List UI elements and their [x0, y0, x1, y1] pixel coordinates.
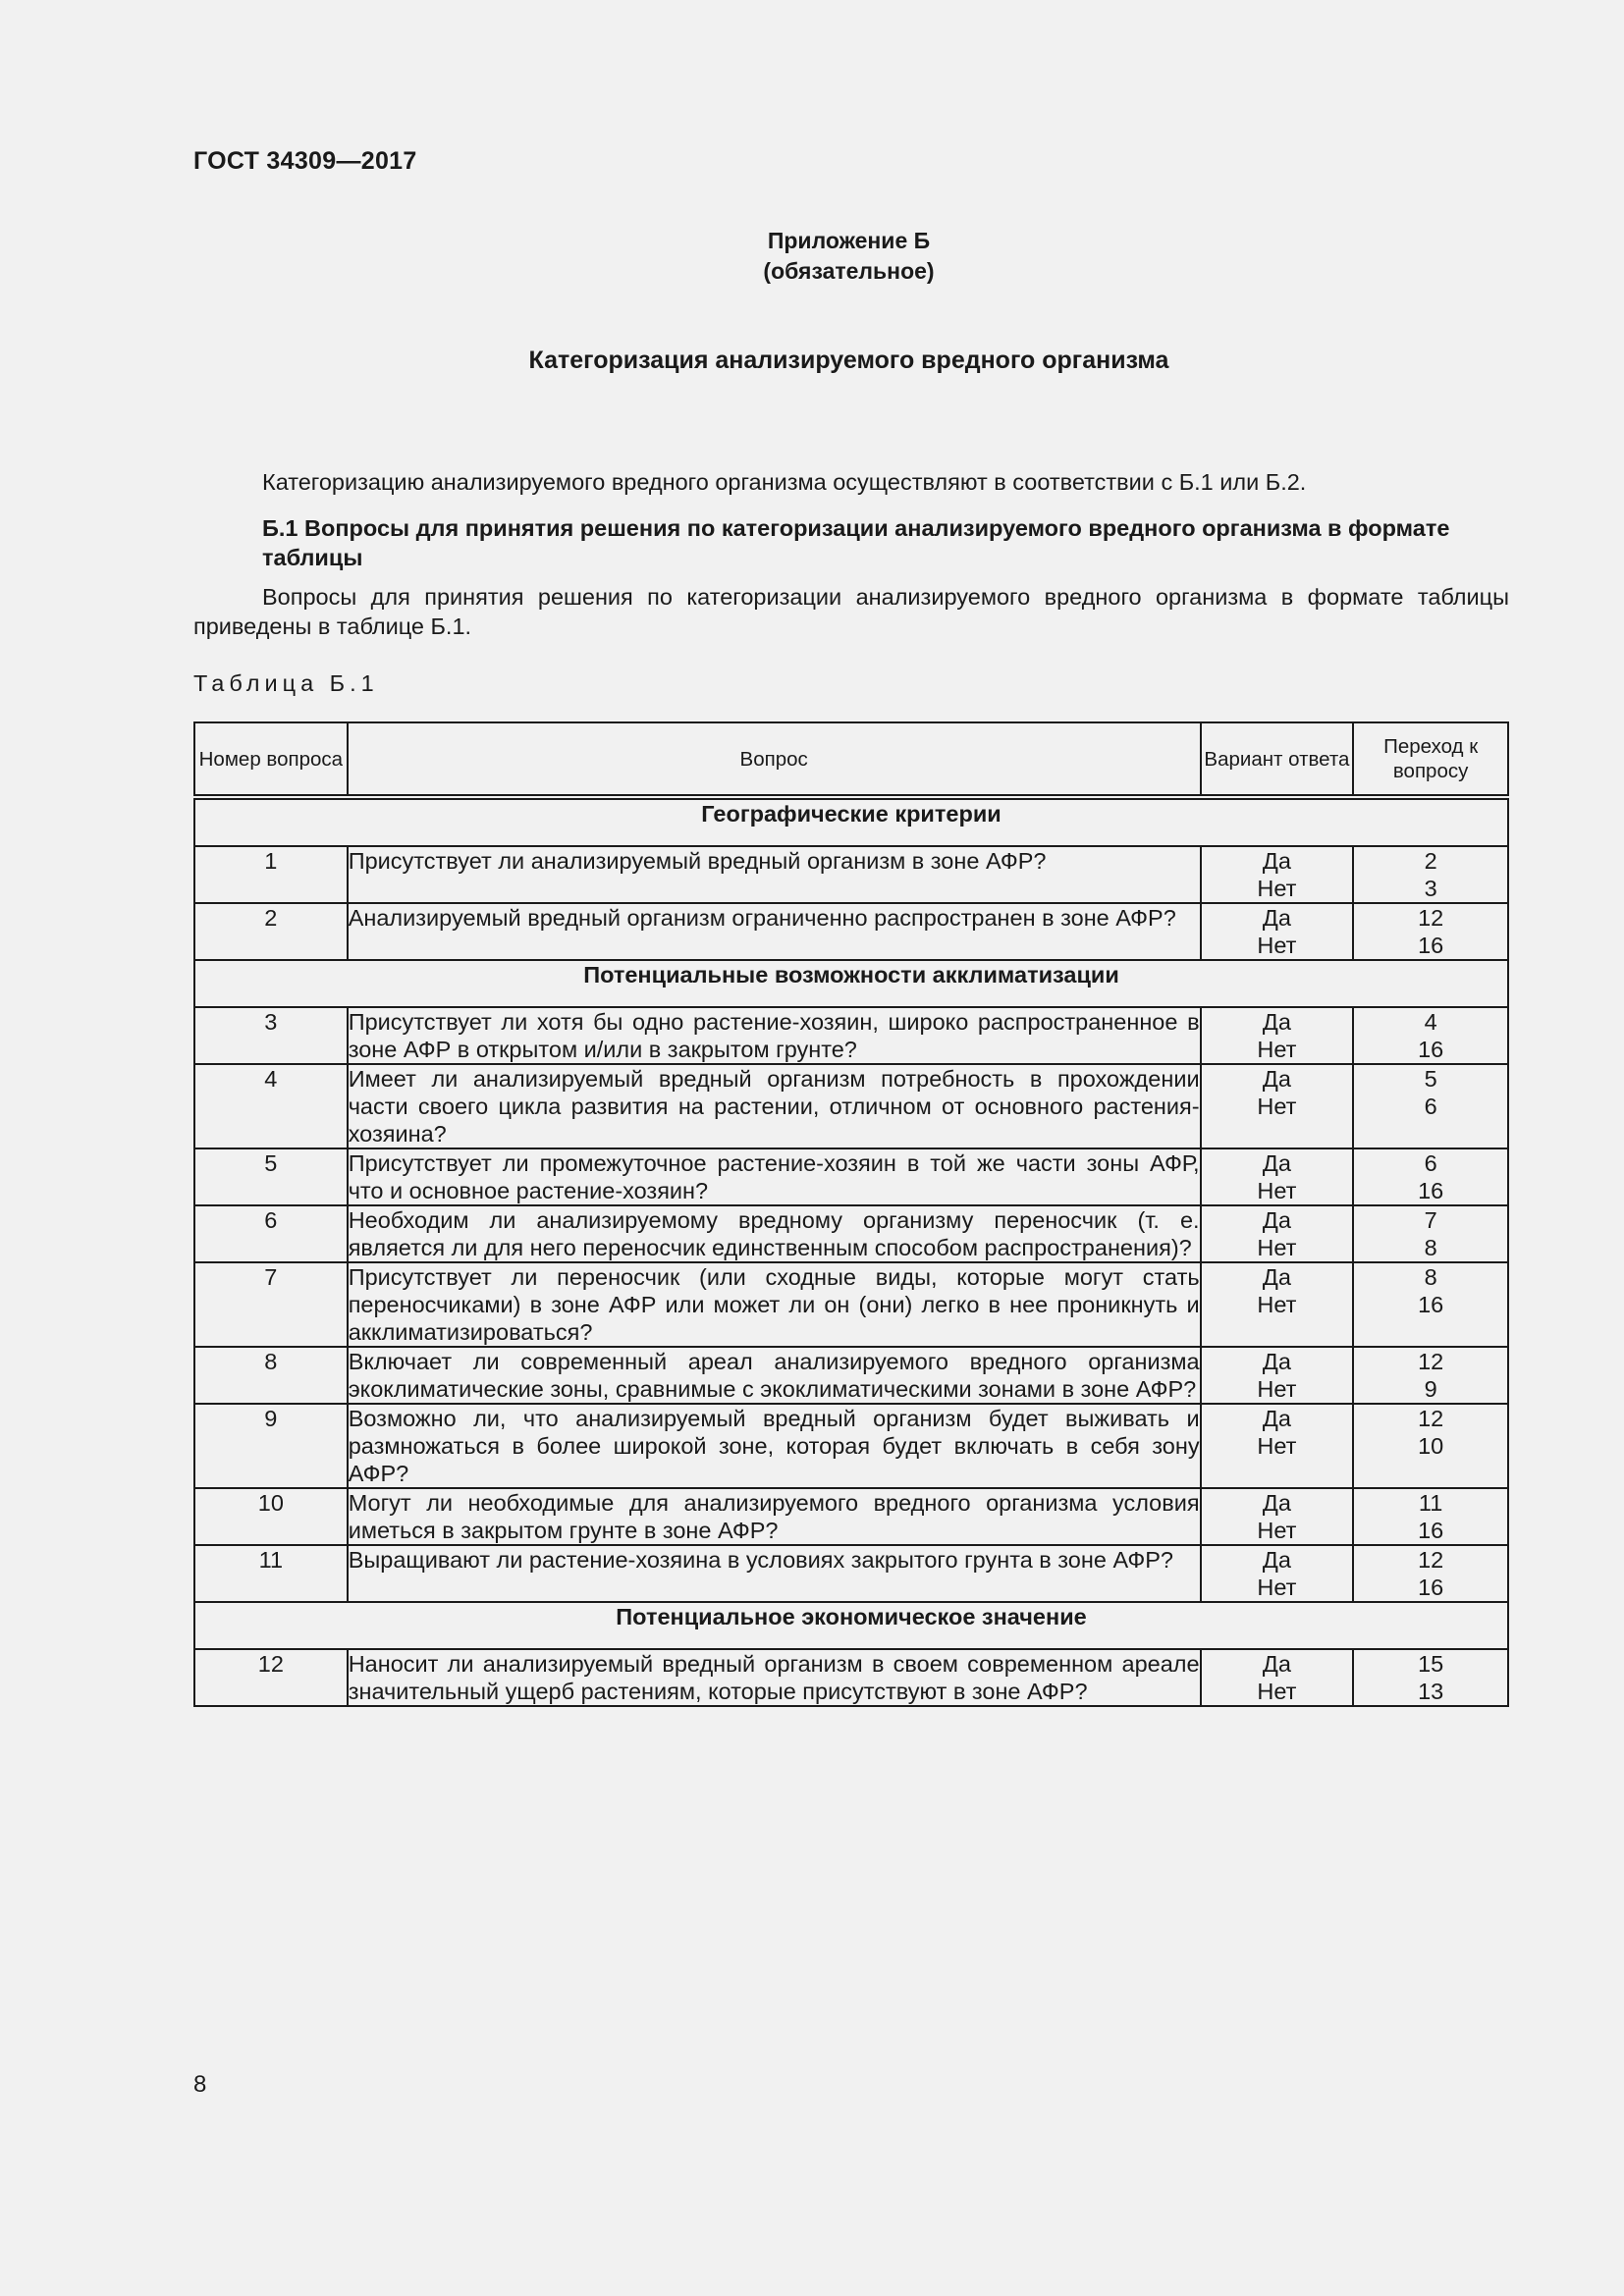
question-text: Необходим ли анализируемому вредному организму переносчик (т. е. является ли для него переносчик единственным способом распространения)? — [348, 1207, 1200, 1260]
answer-options — [1201, 1488, 1354, 1545]
question-text: Присутствует ли промежуточное растение-хозяин в той же части зоны АФР, что и основное растение-хозяин? — [348, 1150, 1200, 1203]
section-title: Потенциальное экономическое значение — [194, 1602, 1508, 1649]
question-text: Присутствует ли хотя бы одно растение-хозяин, широко распространенное в зоне АФР в открытом и/или в закрытом грунте? — [348, 1009, 1200, 1062]
question-number: 12 — [194, 1649, 348, 1706]
appendix-title: Приложение Б — [767, 228, 931, 253]
question-text: Присутствует ли переносчик (или сходные виды, которые могут стать переносчиками) в зоне АФР или может ли он (они) легко в нее проникнуть и акклиматизироваться? — [348, 1264, 1200, 1345]
table-row — [194, 1649, 1508, 1706]
answer-no: Нет — [1257, 933, 1297, 958]
goto-questions — [1353, 1404, 1508, 1488]
goto-questions — [1353, 1545, 1508, 1602]
header-answer: Вариант ответа — [1201, 722, 1354, 797]
answer-no: Нет — [1257, 1575, 1297, 1600]
question-text: Наносит ли анализируемый вредный организм в своем современном ареале значительный ущерб растениям, которые присутствуют в зоне АФР? — [348, 1651, 1200, 1704]
question-number: 6 — [194, 1205, 348, 1262]
answer-yes: Да — [1262, 1349, 1291, 1374]
goto-yes: 4 — [1424, 1009, 1437, 1035]
answer-yes: Да — [1262, 1009, 1291, 1035]
answer-yes: Да — [1262, 1264, 1291, 1290]
question-text: Возможно ли, что анализируемый вредный организм будет выживать и размножаться в более широкой зоне, которая будет включать в себя зону АФР? — [348, 1406, 1200, 1486]
goto-questions — [1353, 1148, 1508, 1205]
goto-yes: 12 — [1418, 905, 1444, 931]
question-number: 2 — [194, 903, 348, 960]
answer-options — [1201, 1148, 1354, 1205]
answer-no: Нет — [1257, 1037, 1297, 1062]
goto-no: 13 — [1418, 1679, 1444, 1704]
question-number: 4 — [194, 1064, 348, 1148]
table-body — [194, 797, 1508, 1706]
answer-no: Нет — [1257, 1292, 1297, 1317]
answer-yes: Да — [1262, 1651, 1291, 1677]
goto-no: 16 — [1418, 1292, 1444, 1317]
appendix-heading — [0, 226, 1624, 287]
goto-no: 9 — [1424, 1376, 1437, 1402]
section-row — [194, 797, 1508, 846]
answer-options — [1201, 1205, 1354, 1262]
goto-no: 6 — [1424, 1094, 1437, 1119]
answer-options — [1201, 1007, 1354, 1064]
goto-questions — [1353, 1347, 1508, 1404]
question-number: 10 — [194, 1488, 348, 1545]
goto-no: 16 — [1418, 933, 1444, 958]
section-title: Потенциальные возможности акклиматизации — [194, 960, 1508, 1007]
goto-questions — [1353, 1064, 1508, 1148]
page-number: 8 — [193, 2071, 207, 2098]
question-text: Включает ли современный ареал анализируемого вредного организма экоклиматические зоны, сравнимые с экоклиматическими зонами в зоне АФР? — [348, 1349, 1200, 1402]
answer-yes: Да — [1262, 1490, 1291, 1516]
table-row — [194, 1148, 1508, 1205]
table-row — [194, 1545, 1508, 1602]
table-header-row — [194, 722, 1508, 797]
goto-questions — [1353, 846, 1508, 903]
table-row — [194, 1205, 1508, 1262]
answer-yes: Да — [1262, 1547, 1291, 1573]
appendix-status: (обязательное) — [763, 258, 935, 284]
goto-yes: 11 — [1418, 1490, 1443, 1516]
answer-yes: Да — [1262, 1406, 1291, 1431]
section-title: Географические критерии — [194, 797, 1508, 846]
goto-no: 16 — [1418, 1037, 1444, 1062]
question-text: Имеет ли анализируемый вредный организм потребность в прохождении части своего цикла развития на растении, отличном от основного растения-хозяина? — [348, 1066, 1200, 1147]
section-row — [194, 1602, 1508, 1649]
goto-yes: 12 — [1418, 1406, 1444, 1431]
goto-yes: 6 — [1424, 1150, 1437, 1176]
answer-no: Нет — [1257, 1178, 1297, 1203]
goto-questions — [1353, 1007, 1508, 1064]
answer-no: Нет — [1257, 876, 1297, 901]
answer-yes: Да — [1262, 1066, 1291, 1092]
goto-yes: 2 — [1424, 848, 1437, 874]
goto-yes: 15 — [1418, 1651, 1444, 1677]
question-text: Могут ли необходимые для анализируемого вредного организма условия иметься в закрытом грунте в зоне АФР? — [348, 1490, 1200, 1543]
table-row — [194, 846, 1508, 903]
document-title: Категоризация анализируемого вредного организма — [528, 347, 1169, 374]
standard-designation: ГОСТ 34309—2017 — [193, 147, 417, 175]
goto-questions — [1353, 1649, 1508, 1706]
answer-no: Нет — [1257, 1433, 1297, 1459]
goto-no: 16 — [1418, 1575, 1444, 1600]
question-text: Присутствует ли анализируемый вредный организм в зоне АФР? — [348, 846, 1201, 903]
section-paragraph: Вопросы для принятия решения по категоризации анализируемого вредного организма в формате таблицы приведены в таблице Б.1. — [193, 584, 1509, 639]
table-row — [194, 1064, 1508, 1148]
table-row — [194, 1347, 1508, 1404]
goto-yes: 7 — [1424, 1207, 1437, 1233]
question-text: Выращивают ли растение-хозяина в условиях закрытого грунта в зоне АФР? — [348, 1545, 1201, 1602]
answer-options — [1201, 1064, 1354, 1148]
answer-no: Нет — [1257, 1094, 1297, 1119]
header-goto: Переход к вопросу — [1353, 722, 1508, 797]
answer-yes: Да — [1262, 905, 1291, 931]
answer-options — [1201, 903, 1354, 960]
table-row — [194, 1262, 1508, 1347]
goto-yes: 5 — [1424, 1066, 1437, 1092]
header-number: Номер вопроса — [194, 722, 348, 797]
goto-no: 16 — [1418, 1178, 1444, 1203]
question-number: 3 — [194, 1007, 348, 1064]
header-question: Вопрос — [348, 722, 1201, 797]
question-number: 9 — [194, 1404, 348, 1488]
question-text: Анализируемый вредный организм ограниченно распространен в зоне АФР? — [348, 903, 1201, 960]
goto-no: 10 — [1418, 1433, 1444, 1459]
question-number: 1 — [194, 846, 348, 903]
section-row — [194, 960, 1508, 1007]
table-row — [194, 1488, 1508, 1545]
answer-yes: Да — [1262, 1150, 1291, 1176]
question-number: 8 — [194, 1347, 348, 1404]
goto-yes: 8 — [1424, 1264, 1437, 1290]
answer-options — [1201, 1649, 1354, 1706]
answer-no: Нет — [1257, 1518, 1297, 1543]
goto-yes: 12 — [1418, 1349, 1444, 1374]
question-number: 11 — [194, 1545, 348, 1602]
questions-table — [193, 721, 1509, 1707]
goto-yes: 12 — [1418, 1547, 1444, 1573]
answer-options — [1201, 1404, 1354, 1488]
goto-questions — [1353, 1488, 1508, 1545]
goto-no: 8 — [1424, 1235, 1437, 1260]
goto-questions — [1353, 1262, 1508, 1347]
answer-yes: Да — [1262, 848, 1291, 874]
answer-options — [1201, 1347, 1354, 1404]
table-caption: Таблица Б.1 — [193, 670, 379, 696]
answer-no: Нет — [1257, 1376, 1297, 1402]
goto-questions — [1353, 903, 1508, 960]
answer-no: Нет — [1257, 1235, 1297, 1260]
table-row — [194, 1007, 1508, 1064]
goto-no: 3 — [1424, 876, 1437, 901]
answer-no: Нет — [1257, 1679, 1297, 1704]
question-number: 7 — [194, 1262, 348, 1347]
goto-no: 16 — [1418, 1518, 1444, 1543]
answer-yes: Да — [1262, 1207, 1291, 1233]
answer-options — [1201, 1545, 1354, 1602]
goto-questions — [1353, 1205, 1508, 1262]
answer-options — [1201, 846, 1354, 903]
intro-paragraph: Категоризацию анализируемого вредного организма осуществляют в соответствии с Б.1 или Б.2. — [262, 469, 1307, 495]
answer-options — [1201, 1262, 1354, 1347]
section-heading: Б.1 Вопросы для принятия решения по категоризации анализируемого вредного организма в формате таблицы — [262, 515, 1450, 570]
table-row — [194, 903, 1508, 960]
table-row — [194, 1404, 1508, 1488]
question-number: 5 — [194, 1148, 348, 1205]
